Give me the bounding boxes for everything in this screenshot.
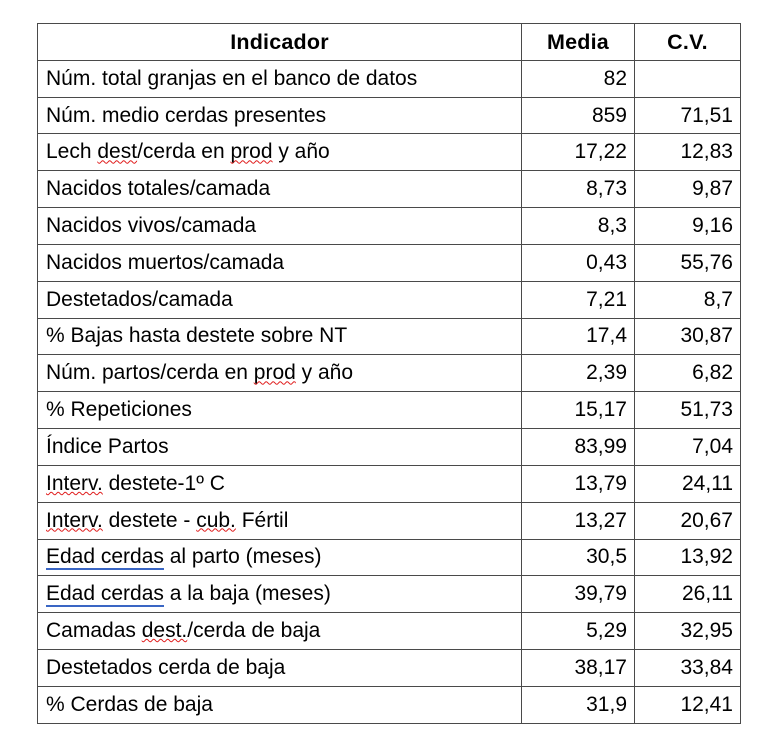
cell-cv: 55,76 — [635, 244, 741, 281]
table-row — [38, 429, 741, 466]
spellcheck-underline: dest. — [141, 619, 188, 643]
cell-cv: 7,04 — [635, 429, 741, 466]
cell-indicador — [38, 60, 522, 97]
cell-indicador — [38, 429, 522, 466]
text-run: destete-1º C — [102, 471, 225, 495]
table-row — [38, 171, 741, 208]
cell-media: 7,21 — [522, 281, 635, 318]
text-run: % Cerdas de baja — [46, 692, 213, 716]
table-row — [38, 281, 741, 318]
cell-cv: 13,92 — [635, 539, 741, 576]
cell-cv: 24,11 — [635, 465, 741, 502]
column-header-media: Media — [522, 24, 635, 61]
header-row — [38, 24, 741, 61]
cell-cv: 30,87 — [635, 318, 741, 355]
column-header-indicador: Indicador — [38, 24, 522, 61]
table-row — [38, 244, 741, 281]
table-body — [38, 60, 741, 723]
text-run: Destetados/camada — [46, 287, 233, 311]
table-row — [38, 392, 741, 429]
table-row — [38, 613, 741, 650]
cell-indicador — [38, 392, 522, 429]
cell-media: 17,22 — [522, 134, 635, 171]
table-header — [38, 24, 741, 61]
cell-media: 859 — [522, 97, 635, 134]
text-run: y año — [272, 140, 330, 164]
table-row — [38, 208, 741, 245]
table-row — [38, 60, 741, 97]
cell-indicador — [38, 465, 522, 502]
table-row — [38, 686, 741, 723]
stats-table-container — [37, 23, 740, 723]
text-run: /cerda de baja — [187, 619, 321, 643]
table-row — [38, 502, 741, 539]
cell-cv: 6,82 — [635, 355, 741, 392]
text-run: y año — [295, 361, 354, 385]
cell-indicador — [38, 134, 522, 171]
text-run: /cerda en — [137, 140, 231, 164]
cell-cv: 33,84 — [635, 650, 741, 687]
text-run: a la baja (meses) — [163, 582, 331, 606]
table-row — [38, 355, 741, 392]
cell-indicador — [38, 502, 522, 539]
cell-media: 31,9 — [522, 686, 635, 723]
table-row — [38, 576, 741, 613]
cell-media: 8,3 — [522, 208, 635, 245]
text-run: Nacidos vivos/camada — [46, 213, 257, 237]
cell-indicador — [38, 686, 522, 723]
text-run: Núm. total granjas en el banco de datos — [46, 66, 418, 90]
cell-media: 39,79 — [522, 576, 635, 613]
cell-media: 17,4 — [522, 318, 635, 355]
grammarcheck-underline: Edad cerdas — [46, 582, 164, 606]
indicators-table — [37, 23, 741, 724]
cell-media: 82 — [522, 60, 635, 97]
text-run: Nacidos totales/camada — [46, 177, 271, 201]
spellcheck-underline: cub. — [196, 508, 236, 532]
cell-indicador — [38, 539, 522, 576]
cell-indicador — [38, 576, 522, 613]
cell-media: 83,99 — [522, 429, 635, 466]
table-row — [38, 650, 741, 687]
cell-media: 5,29 — [522, 613, 635, 650]
cell-indicador — [38, 318, 522, 355]
cell-media: 30,5 — [522, 539, 635, 576]
cell-media: 2,39 — [522, 355, 635, 392]
cell-cv: 32,95 — [635, 613, 741, 650]
cell-cv: 26,11 — [635, 576, 741, 613]
cell-indicador — [38, 97, 522, 134]
text-run: Nacidos muertos/camada — [46, 250, 285, 274]
column-header-cv: C.V. — [635, 24, 741, 61]
cell-media: 0,43 — [522, 244, 635, 281]
grammarcheck-underline: Edad cerdas — [46, 545, 164, 569]
text-run: destete - — [102, 508, 197, 532]
cell-cv: 12,41 — [635, 686, 741, 723]
cell-indicador — [38, 244, 522, 281]
text-run: Índice Partos — [46, 434, 169, 458]
spellcheck-underline: Interv. — [46, 508, 103, 532]
cell-cv: 12,83 — [635, 134, 741, 171]
table-row — [38, 539, 741, 576]
spellcheck-underline: Interv. — [46, 471, 103, 495]
cell-indicador — [38, 650, 522, 687]
text-run: Núm. medio cerdas presentes — [46, 103, 327, 127]
cell-indicador — [38, 208, 522, 245]
cell-cv: 20,67 — [635, 502, 741, 539]
text-run: Núm. partos/cerda en — [46, 361, 254, 385]
table-row — [38, 465, 741, 502]
table-row — [38, 318, 741, 355]
table-row — [38, 97, 741, 134]
text-run: al parto (meses) — [163, 545, 322, 569]
cell-cv — [635, 60, 741, 97]
cell-indicador — [38, 171, 522, 208]
cell-cv: 71,51 — [635, 97, 741, 134]
spellcheck-underline: prod — [230, 140, 273, 164]
cell-media: 38,17 — [522, 650, 635, 687]
spellcheck-underline: prod — [253, 361, 296, 385]
cell-media: 13,27 — [522, 502, 635, 539]
text-run: % Bajas hasta destete sobre NT — [46, 324, 348, 348]
cell-media: 8,73 — [522, 171, 635, 208]
cell-media: 13,79 — [522, 465, 635, 502]
cell-indicador — [38, 355, 522, 392]
text-run: Fértil — [235, 508, 289, 532]
table-row — [38, 134, 741, 171]
text-run: % Repeticiones — [46, 398, 192, 422]
cell-media: 15,17 — [522, 392, 635, 429]
cell-indicador — [38, 613, 522, 650]
text-run: Destetados cerda de baja — [46, 655, 286, 679]
text-run: Camadas — [46, 619, 142, 643]
cell-cv: 8,7 — [635, 281, 741, 318]
cell-cv: 9,87 — [635, 171, 741, 208]
cell-cv: 51,73 — [635, 392, 741, 429]
spellcheck-underline: dest — [97, 140, 138, 164]
cell-indicador — [38, 281, 522, 318]
text-run: Lech — [46, 140, 98, 164]
cell-cv: 9,16 — [635, 208, 741, 245]
